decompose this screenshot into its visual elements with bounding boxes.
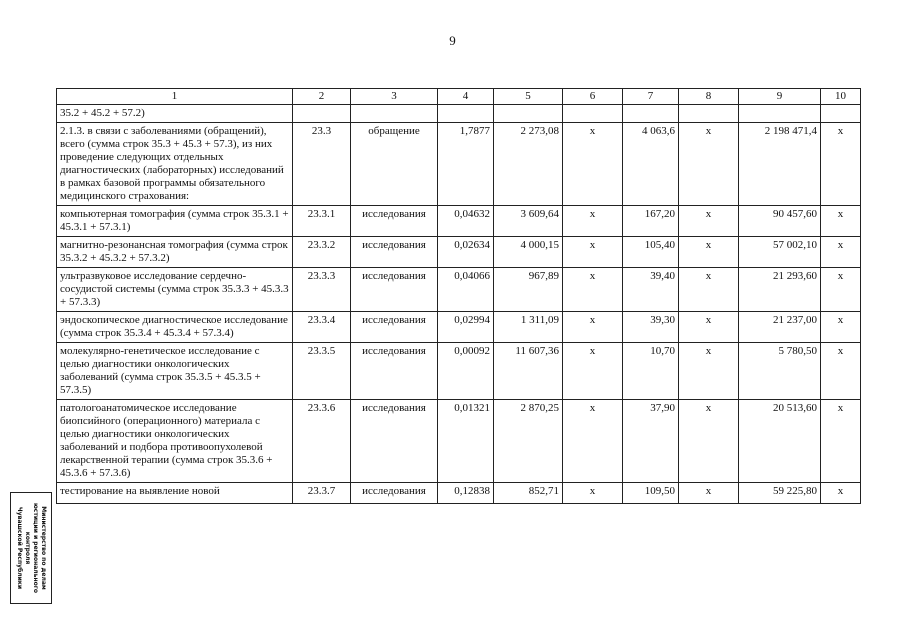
row-value-cell: х <box>821 312 861 343</box>
row-unit-cell: исследования <box>351 343 438 400</box>
table-row <box>57 400 861 483</box>
row-code-cell: 23.3 <box>293 123 351 206</box>
row-name-cell: компьютерная томография (сумма строк 35.3.1 + 45.3.1 + 57.3.1) <box>57 206 293 237</box>
row-value-cell: х <box>563 400 623 483</box>
page-number: 9 <box>449 33 456 48</box>
row-unit-cell: обращение <box>351 123 438 206</box>
row-value-cell <box>623 105 679 123</box>
row-value-cell: 11 607,36 <box>494 343 563 400</box>
row-value-cell: 59 225,80 <box>739 483 821 504</box>
row-name-cell: 35.2 + 45.2 + 57.2) <box>57 105 293 123</box>
row-code-cell: 23.3.3 <box>293 268 351 312</box>
data-table <box>56 88 861 504</box>
row-unit-cell: исследования <box>351 237 438 268</box>
row-value-cell: 0,00092 <box>438 343 494 400</box>
stamp-text <box>15 494 47 602</box>
table-row <box>57 105 861 123</box>
table-row <box>57 206 861 237</box>
row-value-cell <box>821 105 861 123</box>
row-code-cell: 23.3.6 <box>293 400 351 483</box>
row-code-cell: 23.3.4 <box>293 312 351 343</box>
row-unit-cell: исследования <box>351 483 438 504</box>
row-name-cell: молекулярно-генетическое исследование с целью диагностики онкологических заболеваний (сумма строк 35.3.5 + 45.3.5 + 57.3.5) <box>57 343 293 400</box>
row-value-cell: х <box>821 206 861 237</box>
row-value-cell: х <box>563 312 623 343</box>
row-code-cell: 23.3.1 <box>293 206 351 237</box>
row-name-cell: патологоанатомическое исследование биопсийного (операционного) материала с целью диагностики онкологических заболеваний и подбора противоопухолевой лекарственной терапии (сумма строк 35.3.6 + 45.3.6 + 57.3.6) <box>57 400 293 483</box>
table-row <box>57 312 861 343</box>
table-row <box>57 123 861 206</box>
row-value-cell: х <box>821 237 861 268</box>
row-value-cell: х <box>563 343 623 400</box>
stamp-line: Чувашской Республики <box>16 506 23 590</box>
table-row <box>57 343 861 400</box>
row-value-cell: х <box>563 483 623 504</box>
stamp-line: юстиции и регионального <box>32 502 39 594</box>
row-value-cell: 39,30 <box>623 312 679 343</box>
row-value-cell: 90 457,60 <box>739 206 821 237</box>
row-value-cell: 2 870,25 <box>494 400 563 483</box>
row-value-cell: 4 063,6 <box>623 123 679 206</box>
row-value-cell: 0,02634 <box>438 237 494 268</box>
row-code-cell: 23.3.2 <box>293 237 351 268</box>
row-value-cell: х <box>563 123 623 206</box>
row-value-cell: 0,04066 <box>438 268 494 312</box>
row-value-cell: 3 609,64 <box>494 206 563 237</box>
row-value-cell: х <box>821 483 861 504</box>
table-row <box>57 268 861 312</box>
row-value-cell: х <box>563 237 623 268</box>
column-header: 3 <box>351 89 438 105</box>
row-value-cell: 57 002,10 <box>739 237 821 268</box>
row-unit-cell: исследования <box>351 268 438 312</box>
row-value-cell: 21 237,00 <box>739 312 821 343</box>
row-code-cell: 23.3.7 <box>293 483 351 504</box>
row-value-cell <box>494 105 563 123</box>
row-value-cell: х <box>821 268 861 312</box>
row-value-cell: х <box>679 123 739 206</box>
row-value-cell: х <box>679 237 739 268</box>
row-value-cell: х <box>679 206 739 237</box>
column-header: 10 <box>821 89 861 105</box>
column-header: 1 <box>57 89 293 105</box>
row-value-cell: 0,04632 <box>438 206 494 237</box>
row-code-cell <box>293 105 351 123</box>
row-value-cell: 1,7877 <box>438 123 494 206</box>
table-header-row <box>57 89 861 105</box>
row-unit-cell: исследования <box>351 206 438 237</box>
row-value-cell: х <box>679 343 739 400</box>
row-value-cell: 167,20 <box>623 206 679 237</box>
row-value-cell: х <box>679 400 739 483</box>
row-value-cell: х <box>821 400 861 483</box>
row-value-cell: 20 513,60 <box>739 400 821 483</box>
stamp-line: Министерство по делам <box>40 506 47 590</box>
row-value-cell <box>438 105 494 123</box>
row-value-cell: х <box>563 206 623 237</box>
row-value-cell: 10,70 <box>623 343 679 400</box>
stamp-line: контроля <box>24 531 31 565</box>
row-value-cell <box>679 105 739 123</box>
registration-stamp <box>10 492 52 604</box>
column-header: 7 <box>623 89 679 105</box>
column-header: 8 <box>679 89 739 105</box>
column-header: 9 <box>739 89 821 105</box>
row-value-cell: х <box>679 268 739 312</box>
row-value-cell: 0,02994 <box>438 312 494 343</box>
row-code-cell: 23.3.5 <box>293 343 351 400</box>
row-value-cell: 0,12838 <box>438 483 494 504</box>
row-value-cell: 5 780,50 <box>739 343 821 400</box>
row-value-cell: 2 273,08 <box>494 123 563 206</box>
column-header: 2 <box>293 89 351 105</box>
row-unit-cell <box>351 105 438 123</box>
table-row <box>57 483 861 504</box>
row-value-cell: 2 198 471,4 <box>739 123 821 206</box>
row-value-cell: 852,71 <box>494 483 563 504</box>
row-value-cell: 21 293,60 <box>739 268 821 312</box>
column-header: 5 <box>494 89 563 105</box>
row-unit-cell: исследования <box>351 400 438 483</box>
row-name-cell: тестирование на выявление новой <box>57 483 293 504</box>
row-name-cell: 2.1.3. в связи с заболеваниями (обращений), всего (сумма строк 35.3 + 45.3 + 57.3), из них проведение следующих отдельных диагностических (лабораторных) исследований в рамках базовой программы обязательного медицинского страхования: <box>57 123 293 206</box>
row-value-cell: 4 000,15 <box>494 237 563 268</box>
column-header: 6 <box>563 89 623 105</box>
row-value-cell: х <box>563 268 623 312</box>
row-unit-cell: исследования <box>351 312 438 343</box>
row-value-cell <box>563 105 623 123</box>
row-value-cell <box>739 105 821 123</box>
row-value-cell: 37,90 <box>623 400 679 483</box>
row-name-cell: магнитно-резонансная томография (сумма строк 35.3.2 + 45.3.2 + 57.3.2) <box>57 237 293 268</box>
row-value-cell: 0,01321 <box>438 400 494 483</box>
row-value-cell: 967,89 <box>494 268 563 312</box>
row-value-cell: 1 311,09 <box>494 312 563 343</box>
row-name-cell: ультразвуковое исследование сердечно-сосудистой системы (сумма строк 35.3.3 + 45.3.3 + 57.3.3) <box>57 268 293 312</box>
column-header: 4 <box>438 89 494 105</box>
row-value-cell: х <box>821 123 861 206</box>
row-value-cell: х <box>821 343 861 400</box>
row-value-cell: х <box>679 312 739 343</box>
row-name-cell: эндоскопическое диагностическое исследование (сумма строк 35.3.4 + 45.3.4 + 57.3.4) <box>57 312 293 343</box>
table-row <box>57 237 861 268</box>
row-value-cell: 39,40 <box>623 268 679 312</box>
row-value-cell: 105,40 <box>623 237 679 268</box>
row-value-cell: 109,50 <box>623 483 679 504</box>
row-value-cell: х <box>679 483 739 504</box>
